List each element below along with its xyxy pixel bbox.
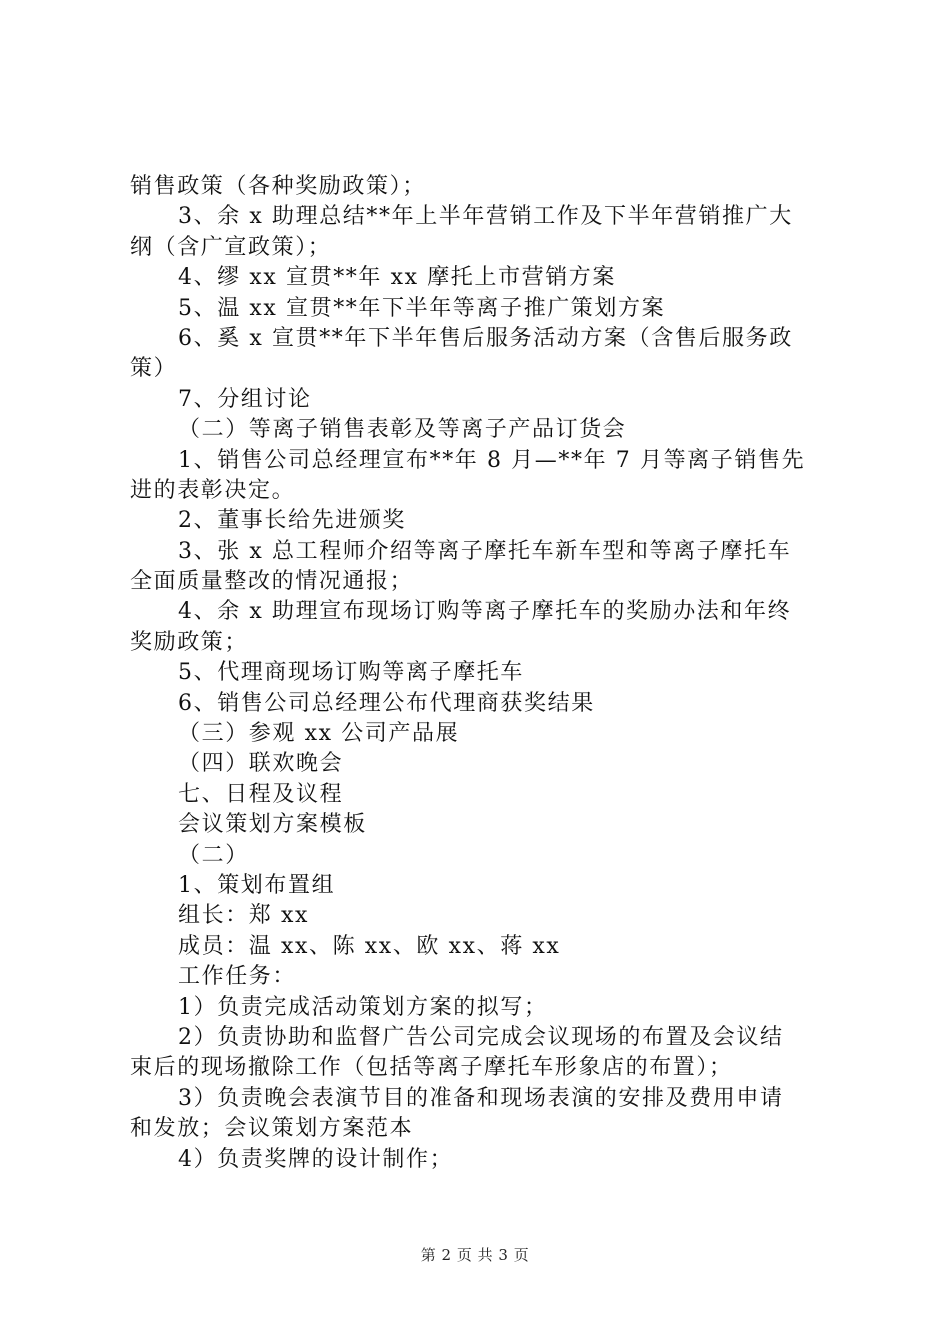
document-body — [130, 172, 830, 1175]
body-line: 会议策划方案模板 — [178, 812, 367, 838]
body-line: 4、缪 xx 宣贯**年 xx 摩托上市营销方案 — [178, 265, 616, 291]
body-line: 6、奚 x 宣贯**年下半年售后服务活动方案（含售后服务政 — [178, 325, 793, 351]
body-line: 奖励政策； — [130, 629, 249, 655]
body-line: 策） — [130, 356, 178, 382]
body-line: （二） — [178, 842, 249, 868]
body-line: 进的表彰决定。 — [130, 477, 296, 503]
body-line: 1、策划布置组 — [178, 872, 336, 898]
body-line: （四）联欢晚会 — [178, 751, 344, 777]
page-footer: 第 2 页 共 3 页 — [420, 1246, 530, 1264]
body-line: 2、董事长给先进颁奖 — [178, 508, 406, 534]
body-line: 全面质量整改的情况通报； — [130, 569, 414, 595]
body-line: 3、张 x 总工程师介绍等离子摩托车新车型和等离子摩托车 — [178, 538, 792, 564]
body-line: 工作任务： — [178, 964, 297, 990]
body-line: 1）负责完成活动策划方案的拟写； — [178, 994, 548, 1020]
body-line: 销售政策（各种奖励政策）； — [130, 174, 426, 199]
body-line: 4）负责奖牌的设计制作； — [178, 1146, 454, 1172]
body-line: （二）等离子销售表彰及等离子产品订货会 — [178, 417, 627, 443]
body-line: 6、销售公司总经理公布代理商获奖结果 — [178, 690, 595, 716]
body-line: 5、温 xx 宣贯**年下半年等离子推广策划方案 — [178, 295, 666, 321]
body-line: 7、分组讨论 — [178, 386, 312, 412]
body-line: 组长：郑 xx — [178, 903, 310, 929]
body-line: 2）负责协助和监督广告公司完成会议现场的布置及会议结 — [178, 1024, 784, 1050]
body-line: 3）负责晚会表演节目的准备和现场表演的安排及费用申请 — [178, 1085, 784, 1111]
body-line: 5、代理商现场订购等离子摩托车 — [178, 660, 524, 686]
body-line: 七、日程及议程 — [178, 781, 344, 807]
body-line: 束后的现场撤除工作（包括等离子摩托车形象店的布置）； — [130, 1055, 733, 1081]
body-line: （三）参观 xx 公司产品展 — [178, 721, 460, 747]
body-line: 3、余 x 助理总结**年上半年营销工作及下半年营销推广大 — [178, 204, 793, 230]
body-line: 成员：温 xx、陈 xx、欧 xx、蒋 xx — [178, 933, 561, 959]
body-line: 4、余 x 助理宣布现场订购等离子摩托车的奖励办法和年终 — [178, 599, 792, 625]
body-line: 1、销售公司总经理宣布**年 8 月—**年 7 月等离子销售先 — [178, 447, 806, 473]
body-line: 纲（含广宣政策）； — [130, 234, 332, 260]
body-line: 和发放；会议策划方案范本 — [130, 1116, 414, 1142]
